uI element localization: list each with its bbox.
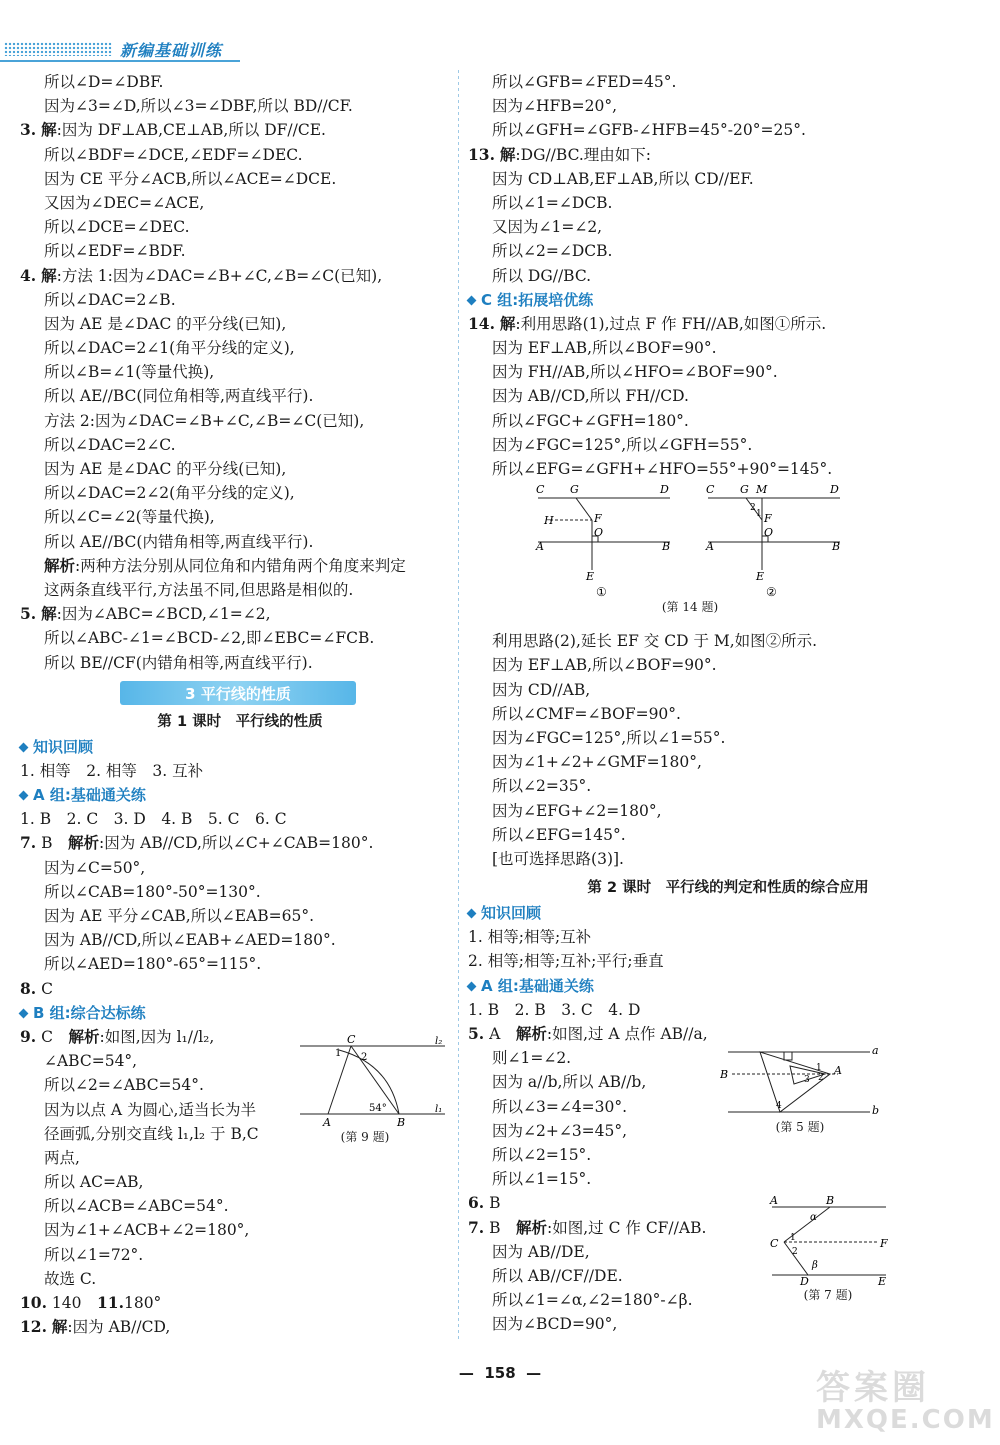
figure-5 <box>720 1040 890 1135</box>
answer-line: 所以∠DAC=2∠C. <box>44 435 176 454</box>
answer-line: 所以∠1=72°. <box>44 1245 144 1264</box>
answer-line: 因为 AB//DE, <box>492 1242 590 1261</box>
svg-text:C: C <box>347 1034 356 1046</box>
answer-line: 因为∠C=50°, <box>44 858 146 877</box>
figure-9 <box>295 1034 455 1145</box>
answer-line: 5. 解:因为∠ABC=∠BCD,∠1=∠2, <box>20 604 271 624</box>
svg-text:l₂: l₂ <box>435 1036 443 1047</box>
answer-line: 因为∠FGC=125°,所以∠1=55°. <box>492 728 726 747</box>
answer-line: 因为∠BCD=90°, <box>492 1315 618 1334</box>
svg-text:1: 1 <box>816 1063 822 1073</box>
answer-line: 所以∠3=∠4=30°. <box>492 1097 628 1116</box>
answer-line: 所以∠DAC=2∠1(角平分线的定义), <box>44 339 295 358</box>
answer-line: 5. A 解析:如图,过 A 点作 AB//a, <box>468 1024 708 1043</box>
answer-line: 因为 AE 是∠DAC 的平分线(已知), <box>44 460 287 478</box>
svg-text:F: F <box>880 1237 888 1250</box>
answer-line: 因为∠1+∠ACB+∠2=180°, <box>44 1221 250 1240</box>
svg-text:3: 3 <box>804 1075 810 1085</box>
answer-line: 这两条直线平行,方法虽不同,但思路是相似的. <box>44 580 354 599</box>
right-answers-block-3 <box>468 629 988 871</box>
svg-text:C: C <box>706 483 715 496</box>
svg-text:G: G <box>740 483 749 496</box>
answer-line: 因为 AB//CD,所以∠EAB+∠AED=180°. <box>44 931 336 950</box>
a-answers-line-right: 1. B 2. B 3. C 4. D <box>468 1000 641 1019</box>
watermark-url: MXQE.COM <box>816 1405 995 1435</box>
answer-line: 7. B 解析:因为 AB//CD,所以∠C+∠CAB=180°. <box>20 833 374 853</box>
answer-line: 所以∠CMF=∠BOF=90°. <box>492 704 681 723</box>
answer-line: 所以 DG//BC. <box>492 266 592 285</box>
svg-text:D: D <box>800 1275 809 1286</box>
answer-line: 因为∠3=∠D,所以∠3=∠DBF,所以 BD//CF. <box>44 97 353 116</box>
figure-14-caption: (第 14 题) <box>661 600 719 614</box>
answer-line: 所以 AB//CF//DE. <box>492 1266 623 1285</box>
figure-7-caption: (第 7 题) <box>803 1288 853 1302</box>
answer-line: 因为 EF⊥AB,所以∠BOF=90°. <box>492 339 717 358</box>
review-answers-1: 1. 相等;相等;互补 <box>468 928 592 947</box>
answer-line: 13. 解:DG//BC.理由如下: <box>468 144 652 164</box>
answer-line: 9. C 解析:如图,因为 l₁//l₂, <box>20 1026 215 1046</box>
svg-text:H: H <box>544 514 554 527</box>
svg-text:1: 1 <box>335 1048 342 1059</box>
answer-line: 又因为∠DEC=∠ACE, <box>44 193 205 212</box>
answer-line: 因为 CE 平分∠ACB,所以∠ACE=∠DCE. <box>44 169 337 188</box>
answer-line: 解析:两种方法分别从同位角和内错角两个角度来判定 <box>44 555 406 575</box>
answer-line: 所以∠2=15°. <box>492 1145 592 1164</box>
svg-text:B: B <box>662 540 671 553</box>
svg-text:O: O <box>594 526 604 539</box>
svg-text:F: F <box>594 512 602 525</box>
svg-text:α: α <box>810 1212 817 1223</box>
svg-text:1: 1 <box>756 509 762 519</box>
right-column <box>468 70 988 1336</box>
svg-text:M: M <box>756 483 768 496</box>
svg-text:C: C <box>770 1237 779 1250</box>
lesson-title-1: 第 1 课时 平行线的性质 <box>157 713 323 730</box>
right-answers-block-2 <box>468 312 988 481</box>
answer-line: 所以∠2=35°. <box>492 777 592 796</box>
svg-text:1: 1 <box>790 1233 796 1243</box>
answer-line: 径画弧,分别交直线 l₁,l₂ 于 B,C <box>44 1124 259 1143</box>
figure-14-diagram <box>530 480 850 598</box>
right-answers-block-1 <box>468 70 988 288</box>
answer-line: 所以∠DCE=∠DEC. <box>44 218 190 237</box>
answer-line: 所以∠1=∠α,∠2=180°-∠β. <box>492 1291 693 1310</box>
svg-text:l₁: l₁ <box>435 1104 443 1115</box>
review-answers: 1. 相等 2. 相等 3. 互补 <box>20 761 204 780</box>
svg-text:B: B <box>720 1068 729 1081</box>
answer-line: 因为∠1+∠2+∠GMF=180°, <box>492 753 702 772</box>
answer-line: 所以∠DAC=2∠2(角平分线的定义), <box>44 484 295 503</box>
diamond-icon <box>19 791 29 801</box>
svg-text:D: D <box>660 483 669 496</box>
answer-line: 所以 AE//BC(内错角相等,两直线平行). <box>44 532 314 551</box>
figure-9-diagram <box>295 1034 450 1134</box>
svg-text:B: B <box>832 540 841 553</box>
answer-line: 故选 C. <box>44 1269 97 1288</box>
diamond-icon <box>467 981 477 991</box>
figure-7-diagram <box>768 1192 893 1286</box>
answer-line: 因为∠HFB=20°, <box>492 97 618 116</box>
answer-line: 所以∠GFB=∠FED=45°. <box>492 73 677 91</box>
header-dot-pattern <box>4 42 112 56</box>
answer-line: 因为 a//b,所以 AB//b, <box>492 1073 647 1092</box>
answer-line: 利用思路(2),延长 EF 交 CD 于 M,如图②所示. <box>492 632 818 651</box>
review-answers-2: 2. 相等;相等;互补;平行;垂直 <box>468 952 664 971</box>
answer-line: 7. B 解析:如图,过 C 作 CF//AB. <box>468 1217 707 1237</box>
left-column <box>20 70 460 1339</box>
svg-text:4: 4 <box>776 1101 782 1111</box>
answer-line: 所以∠C=∠2(等量代换), <box>44 508 215 527</box>
answer-line: 12. 解:因为 AB//CD, <box>20 1317 171 1337</box>
answer-line: 所以∠2=∠DCB. <box>492 242 613 261</box>
svg-text:G: G <box>570 483 579 496</box>
svg-text:F: F <box>764 512 772 525</box>
answer-line: 所以 AE//BC(同位角相等,两直线平行). <box>44 387 314 406</box>
svg-text:54°: 54° <box>369 1103 387 1114</box>
figure-14 <box>530 480 860 615</box>
answer-line: 所以∠FGC+∠GFH=180°. <box>492 411 689 430</box>
svg-text:A: A <box>706 540 714 553</box>
watermark <box>816 1360 996 1440</box>
lesson-title-2: 第 2 课时 平行线的判定和性质的综合应用 <box>587 880 869 897</box>
answer-line: 所以∠EFG=∠GFH+∠HFO=55°+90°=145°. <box>492 460 833 478</box>
answer-line: 因为 AE 是∠DAC 的平分线(已知), <box>44 314 287 333</box>
svg-text:E: E <box>878 1275 887 1286</box>
section-a-left: A 组:基础通关练 <box>20 783 460 807</box>
svg-text:2: 2 <box>792 1247 798 1257</box>
answer-line: 因为∠EFG+∠2=180°, <box>492 801 662 820</box>
answer-line: 两点, <box>44 1148 80 1167</box>
diamond-icon <box>19 1008 29 1018</box>
diamond-icon <box>467 295 477 305</box>
answer-line: 因为∠FGC=125°,所以∠GFH=55°. <box>492 435 753 454</box>
figure-5-caption: (第 5 题) <box>775 1120 825 1134</box>
answer-line: 所以 BE//CF(内错角相等,两直线平行). <box>44 653 313 672</box>
answer-line: 所以∠B=∠1(等量代换), <box>44 363 215 382</box>
answer-line: 因为 AE 平分∠CAB,所以∠EAB=65°. <box>44 907 314 925</box>
answer-line: 所以∠1=∠DCB. <box>492 193 613 212</box>
a-answers-line: 1. B 2. C 3. D 4. B 5. C 6. C <box>20 810 287 829</box>
section-review-right: 知识回顾 <box>468 901 988 925</box>
answer-line: 所以∠DAC=2∠B. <box>44 290 176 309</box>
section-b-left: B 组:综合达标练 <box>20 1001 460 1025</box>
answer-line: 所以∠EFG=145°. <box>492 825 626 844</box>
watermark-text: 答案圈 <box>816 1368 930 1408</box>
svg-text:C: C <box>536 483 545 496</box>
answer-line: 6. B <box>468 1193 501 1213</box>
svg-text:2: 2 <box>750 503 756 513</box>
answer-line: 因为以点 A 为圆心,适当长为半 <box>44 1100 256 1119</box>
answer-line: 所以∠1=15°. <box>492 1170 592 1189</box>
page-number: — 158 — <box>458 1364 542 1382</box>
figure-9-caption: (第 9 题) <box>340 1130 390 1144</box>
answer-line: 则∠1=∠2. <box>492 1049 572 1068</box>
answer-line: 所以∠2=∠ABC=54°. <box>44 1076 204 1095</box>
answer-line: 所以∠EDF=∠BDF. <box>44 242 186 261</box>
chapter-banner <box>120 681 356 705</box>
svg-text:O: O <box>764 526 774 539</box>
answer-line: 因为 CD⊥AB,EF⊥AB,所以 CD//EF. <box>492 169 754 188</box>
answer-line: 因为 FH//AB,所以∠HFO=∠BOF=90°. <box>492 363 778 382</box>
svg-text:2: 2 <box>361 1052 368 1063</box>
svg-text:A: A <box>770 1194 778 1207</box>
svg-text:A: A <box>834 1064 842 1077</box>
svg-text:E: E <box>756 570 765 583</box>
svg-text:D: D <box>830 483 839 496</box>
svg-text:A: A <box>323 1116 331 1129</box>
answer-line: 4. 解:方法 1:因为∠DAC=∠B+∠C,∠B=∠C(已知), <box>20 265 383 285</box>
answer-line: 8. C <box>20 978 53 998</box>
figure-5-diagram <box>720 1040 885 1118</box>
chapter-title: 3 平行线的性质 <box>185 684 291 703</box>
diamond-icon <box>19 742 29 752</box>
section-review-left: 知识回顾 <box>20 735 460 759</box>
answer-line: 3. 解:因为 DF⊥AB,CE⊥AB,所以 DF//CE. <box>20 120 326 140</box>
answer-line: ∠ABC=54°, <box>44 1052 138 1071</box>
figure-14-label-2: ② <box>766 585 777 598</box>
svg-text:A: A <box>536 540 544 553</box>
answer-line: [也可选择思路(3)]. <box>492 849 624 868</box>
diamond-icon <box>467 909 477 919</box>
header-title: 新编基础训练 <box>120 41 223 60</box>
svg-text:B: B <box>826 1194 835 1207</box>
answer-line: 所以∠D=∠DBF. <box>44 73 164 91</box>
svg-text:a: a <box>872 1044 879 1057</box>
section-a-right: A 组:基础通关练 <box>468 974 988 998</box>
answer-line: 所以∠ACB=∠ABC=54°. <box>44 1197 229 1216</box>
svg-text:2: 2 <box>818 1073 824 1083</box>
answer-line: 方法 2:因为∠DAC=∠B+∠C,∠B=∠C(已知), <box>44 411 365 430</box>
answer-line: 所以∠GFH=∠GFB-∠HFB=45°-20°=25°. <box>492 121 806 140</box>
left-answers-block-1 <box>20 70 460 675</box>
figure-14-label-1: ① <box>596 585 607 598</box>
answer-line: 因为 AB//CD,所以 FH//CD. <box>492 387 689 406</box>
answer-line: 14. 解:利用思路(1),过点 F 作 FH//AB,如图①所示. <box>468 313 827 333</box>
answer-line: 因为 EF⊥AB,所以∠BOF=90°. <box>492 656 717 675</box>
answer-line: 因为 CD//AB, <box>492 680 591 699</box>
svg-text:B: B <box>397 1116 406 1129</box>
header-rule <box>0 60 240 62</box>
running-header <box>0 38 240 60</box>
answer-line: 又因为∠1=∠2, <box>492 218 603 237</box>
answer-line: 所以 AC=AB, <box>44 1173 144 1192</box>
answer-line: 10. 140 11.180° <box>20 1293 162 1312</box>
answer-line: 所以∠CAB=180°-50°=130°. <box>44 882 261 901</box>
svg-text:β: β <box>812 1260 818 1271</box>
answer-line: 因为∠2+∠3=45°, <box>492 1121 628 1140</box>
answer-line: 所以∠BDF=∠DCE,∠EDF=∠DEC. <box>44 145 303 164</box>
figure-7 <box>768 1192 898 1303</box>
answer-line: 所以∠AED=180°-65°=115°. <box>44 955 262 974</box>
svg-text:E: E <box>586 570 595 583</box>
svg-text:b: b <box>872 1104 880 1117</box>
section-c-right: C 组:拓展培优练 <box>468 288 988 312</box>
answer-line: 所以∠ABC-∠1=∠BCD-∠2,即∠EBC=∠FCB. <box>44 629 375 648</box>
left-answers-block-2 <box>20 831 460 1000</box>
